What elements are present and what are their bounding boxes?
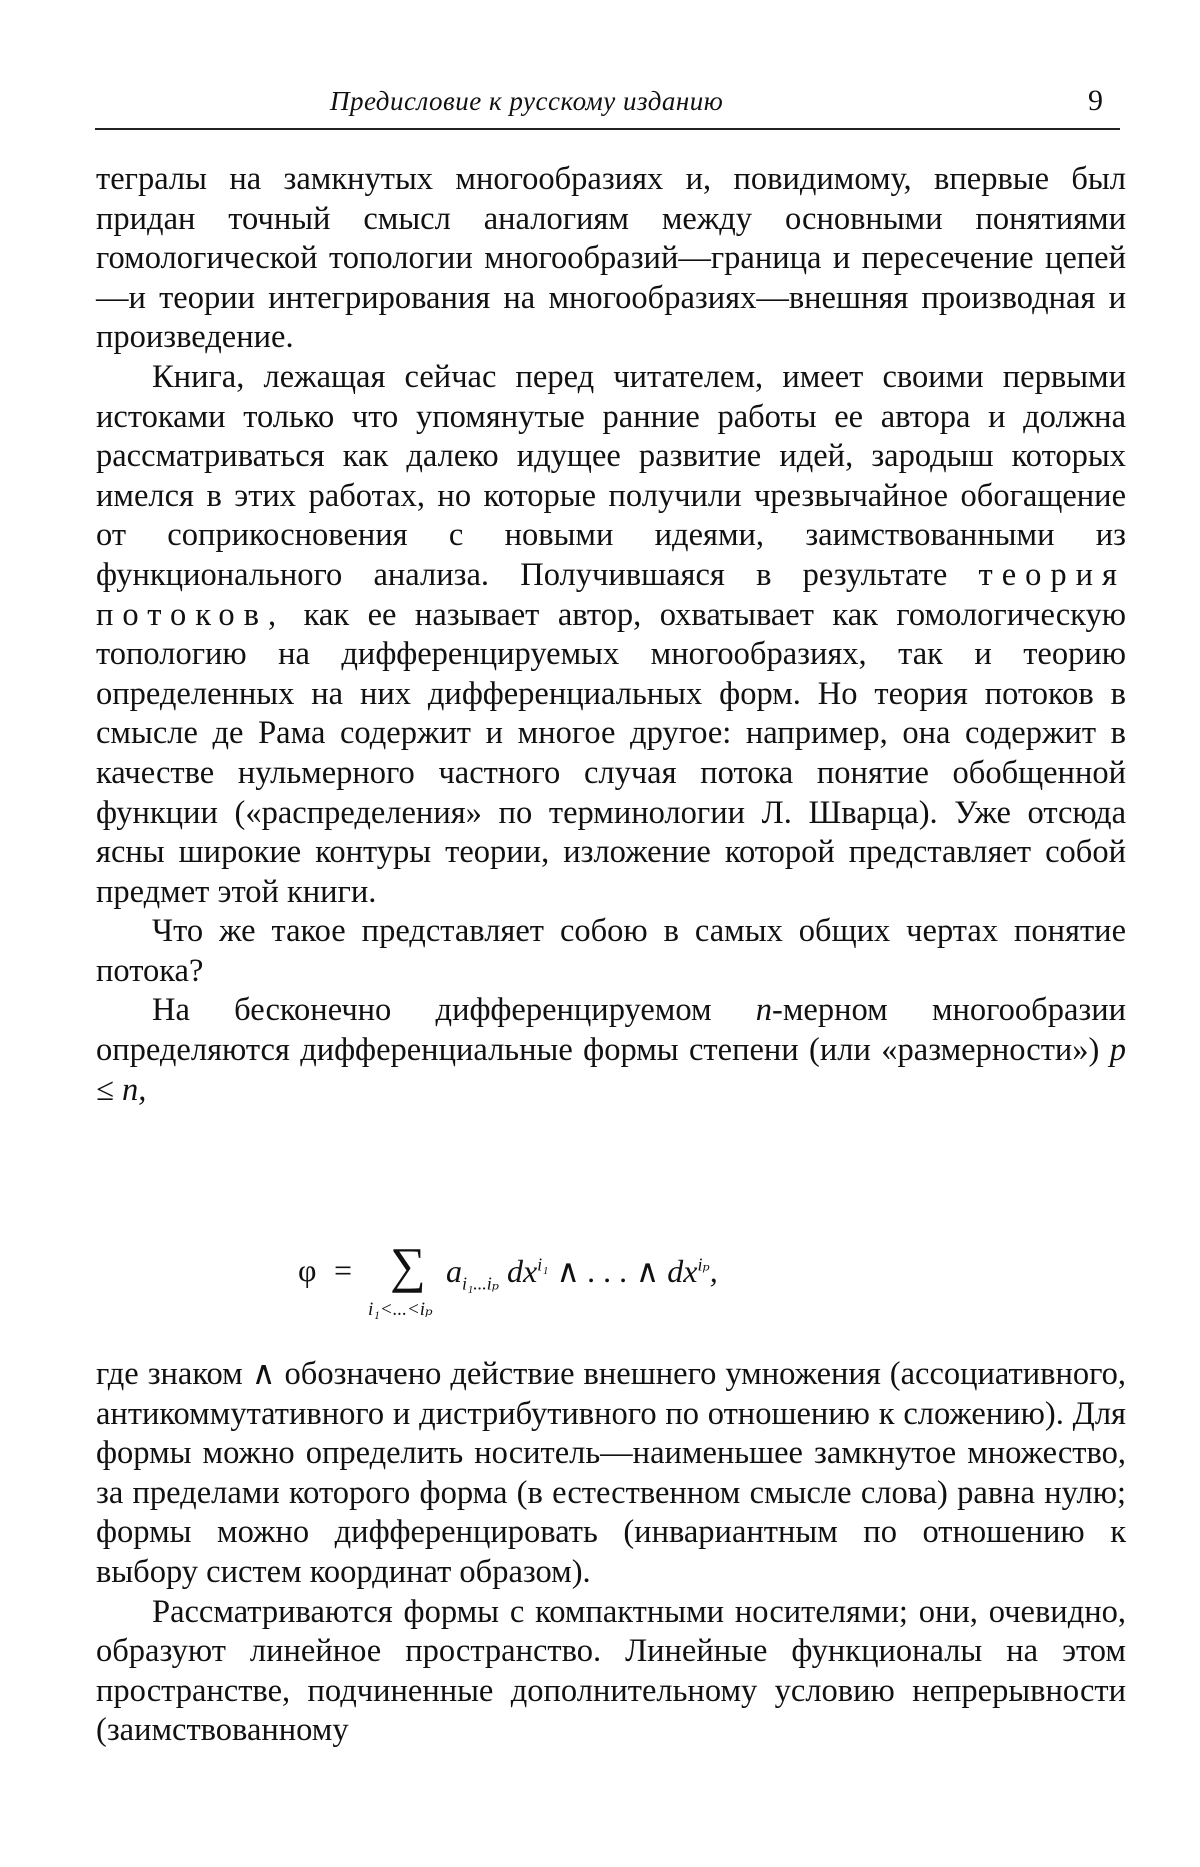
paragraph-4-mid: -мерном многообразии определяются дифференциальные формы степени (или «размерности»): [96, 992, 1127, 1069]
paragraph-6: Рассматриваются формы с компактными носителями; они, очевидно, образуют линейное пространство. Линейные функционалы на этом пространстве, подчиненные дополнительному условию непрерывности (заимствованному: [96, 1593, 1126, 1749]
formula-dx-first: dx: [506, 1253, 538, 1289]
formula-phi: φ: [298, 1252, 317, 1288]
paragraph-4: [96, 991, 1126, 1110]
body-text-upper: [96, 160, 1126, 1110]
formula-dx-last: dx: [667, 1253, 698, 1289]
paragraph-1: тегралы на замкнутых многообразиях и, повидимому, впервые был придан точный смысл аналогиям между основными понятиями гомологической топологии многообразий—граница и пересечение цепей—и теории интегрирования на многообразиях—внешняя производная и произведение.: [96, 161, 1126, 356]
paragraph-3: Что же такое представляет собою в самых общих чертах понятие потока?: [96, 913, 1126, 989]
paragraph-5: где знаком ∧ обозначено действие внешнего умножения (ассоциативного, антикоммутативного и дистрибутивного по отношению к сложению). Для формы можно определить носитель—наименьшее замкнутое множество, за пределами которого форма (в естественном смысле слова) равна нулю; формы можно дифференцировать (инвариантным по отношению к выбору систем координат образом).: [96, 1356, 1126, 1590]
paragraph-2-end: как ее называет автор, охватывает как гомологическую топологию на дифференцируемых многообразиях, так и теорию определенных на них дифференциальных форм. Но теория потоков в смысле де Рама содержит и многое другое: например, она содержит в качестве нульмерного частного случая потока понятие обобщенной функции («распределения» по терминологии Л. Шварца). Уже отсюда ясны широкие контуры теории, изложение которой представляет собой предмет этой книги.: [96, 596, 1126, 910]
formula-coef: a: [446, 1253, 462, 1289]
formula-equals: =: [334, 1252, 353, 1288]
page-number: 9: [1088, 84, 1103, 117]
term-theory-of-currents: теория потоков,: [96, 556, 1126, 633]
formula-coef-sub: i₁...iₚ: [462, 1273, 499, 1294]
formula-sum-sign: ∑: [390, 1237, 426, 1293]
formula-trailing-comma: ,: [709, 1253, 718, 1289]
formula-terms: [446, 1252, 718, 1294]
header-rule: [95, 128, 1120, 130]
paragraph-4-condition: p ≤ n,: [96, 1032, 1126, 1108]
formula-sum-index: i₁<...<iₚ: [368, 1299, 433, 1320]
paragraph-4-start: На бесконечно дифференцируемом: [152, 992, 712, 1029]
paragraph-4-n: n: [755, 992, 773, 1029]
formula-dx-first-sup: i₁: [537, 1254, 549, 1275]
paragraph-2-start: Книга, лежащая сейчас перед читателем, имеет своими первыми истоками только что упомянутые ранние работы ее автора и должна рассматриваться как далеко идущее развитие идей, зародыш которых имелся в этих работах, но которые получили чрезвычайное обогащение от соприкосновения с новыми идеями, заимствованными из функционального анализа. Получившаяся в результате: [96, 358, 1126, 593]
differential-form-formula: [298, 1228, 998, 1328]
running-title: Предисловие к русскому изданию: [330, 86, 724, 116]
formula-wedge-dots: ∧ . . . ∧: [548, 1253, 668, 1289]
paragraph-2: [96, 358, 1126, 912]
formula-dx-last-sup: iₚ: [697, 1254, 710, 1275]
body-text-lower: [96, 1355, 1126, 1751]
